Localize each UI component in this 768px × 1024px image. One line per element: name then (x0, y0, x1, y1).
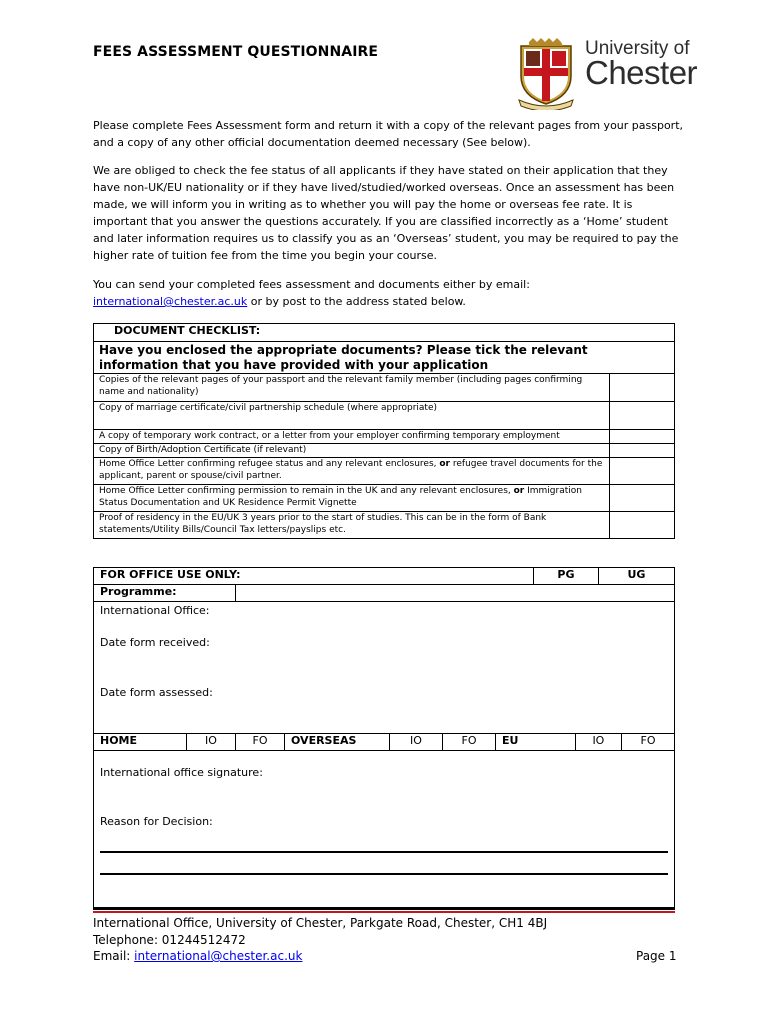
checkbox-passport[interactable] (610, 374, 675, 402)
checklist-item-work-contract: A copy of temporary work contract, or a letter from your employer confirming temporary employment (94, 430, 610, 444)
date-received-field[interactable]: ______________________________________________________________________ (100, 651, 479, 663)
ug-label: UG (598, 568, 674, 585)
footer-email-link[interactable]: international@chester.ac.uk (134, 949, 303, 963)
checkbox-work-contract[interactable] (610, 430, 675, 444)
permission-text-b: Immigration Status Documentation and UK Residence Permit Vignette (99, 486, 582, 508)
footer-address: International Office, University of Chester, Parkgate Road, Chester, CH1 4BJ (93, 916, 548, 930)
logo-text-university: University of (585, 38, 690, 59)
checklist-item-passport: Copies of the relevant pages of your passport and the relevant family member (including pages confirming name and nationality) (94, 374, 610, 402)
home-fo[interactable]: FO (236, 734, 285, 751)
page-number: Page 1 (636, 949, 677, 963)
refugee-text-a: Home Office Letter confirming refugee status and any relevant enclosures, (99, 459, 440, 469)
footer-divider-black (93, 908, 675, 910)
permission-text-or: or (513, 486, 525, 496)
page-title: FEES ASSESSMENT QUESTIONNAIRE (93, 44, 379, 60)
home-io[interactable]: IO (187, 734, 236, 751)
office-use-table (93, 567, 675, 908)
crest-icon (515, 38, 577, 110)
eu-fo[interactable]: FO (622, 734, 675, 751)
intro-paragraph-3 (93, 276, 683, 310)
checklist-item-permission (94, 485, 610, 512)
permission-text-a: Home Office Letter confirming permission to remain in the UK and any relevant enclosures, (99, 486, 514, 496)
email-intro-text: You can send your completed fees assessment and documents either by email: (93, 278, 530, 291)
date-assessed-label: Date form assessed: (100, 686, 213, 699)
checklist-item-marriage: Copy of marriage certificate/civil partnership schedule (where appropriate) (94, 402, 610, 430)
footer-divider-red (93, 911, 675, 913)
reason-label: Reason for Decision: (100, 815, 213, 828)
refugee-text-or: or (439, 459, 450, 469)
pg-label: PG (534, 568, 599, 585)
email-post-text: or by post to the address stated below. (247, 295, 466, 308)
home-label: HOME (94, 734, 187, 751)
checklist-question: Have you enclosed the appropriate documents? Please tick the relevant information that you have provided with your application (94, 342, 675, 374)
intro-paragraph-2: We are obliged to check the fee status of all applicants if they have stated on their application that they have non-UK/EU nationality or if they have lived/studied/worked overseas. Once an assessment has been made, we will inform you in writing as to whether you will pay the home or overseas fee rate. It is important that you answer the questions accurately. If you are classified incorrectly as a ‘Home’ student and later information requires us to classify you as an ‘Overseas’ student, you may be required to pay the higher rate of tuition fee from the time you begin your course. (93, 164, 679, 262)
date-assessed-field[interactable]: ______________________________________________________________________ (100, 701, 479, 713)
intro-paragraph-1: Please complete Fees Assessment form and return it with a copy of the relevant pages from your passport, and a copy of any other official documentation deemed necessary (See below). (93, 119, 684, 149)
eu-label: EU (496, 734, 576, 751)
document-checklist-table (93, 323, 675, 539)
eu-io[interactable]: IO (575, 734, 621, 751)
checklist-item-birth-certificate: Copy of Birth/Adoption Certificate (if relevant) (94, 444, 610, 458)
checklist-item-residency: Proof of residency in the EU/UK 3 years prior to the start of studies. This can be in the form of Bank statements/Utility Bills/Council Tax letters/payslips etc. (94, 512, 610, 539)
footer-telephone: Telephone: 01244512472 (93, 933, 246, 947)
email-link[interactable]: international@chester.ac.uk (93, 295, 248, 308)
programme-label: Programme: (94, 585, 236, 602)
international-office-label: International Office: (100, 604, 210, 617)
overseas-label: OVERSEAS (285, 734, 390, 751)
overseas-io[interactable]: IO (390, 734, 443, 751)
overseas-fo[interactable]: FO (443, 734, 496, 751)
footer-email-line (93, 948, 302, 964)
decision-section (94, 751, 675, 908)
checklist-title: DOCUMENT CHECKLIST: (94, 324, 675, 342)
logo-text-chester: Chester (585, 54, 698, 91)
checkbox-refugee[interactable] (610, 458, 675, 485)
footer-email-label: Email: (93, 949, 135, 963)
refugee-text-b: refugee travel documents for the applicant, parent or spouse/civil partner. (99, 459, 603, 481)
office-use-title: FOR OFFICE USE ONLY: (94, 568, 534, 585)
checkbox-marriage[interactable] (610, 402, 675, 430)
checkbox-birth-certificate[interactable] (610, 444, 675, 458)
reason-line-1[interactable] (100, 851, 668, 853)
date-received-label: Date form received: (100, 636, 210, 649)
signature-label: International office signature: (100, 766, 263, 779)
international-office-section (94, 602, 675, 734)
reason-field[interactable]: ______________________________________________________________________ (100, 830, 479, 842)
programme-value[interactable] (236, 585, 675, 602)
checkbox-residency[interactable] (610, 512, 675, 539)
signature-field[interactable]: _________________________________________________________________ (100, 781, 452, 793)
checklist-item-refugee (94, 458, 610, 485)
checkbox-permission[interactable] (610, 485, 675, 512)
university-logo (515, 38, 711, 112)
reason-line-2[interactable] (100, 873, 668, 875)
